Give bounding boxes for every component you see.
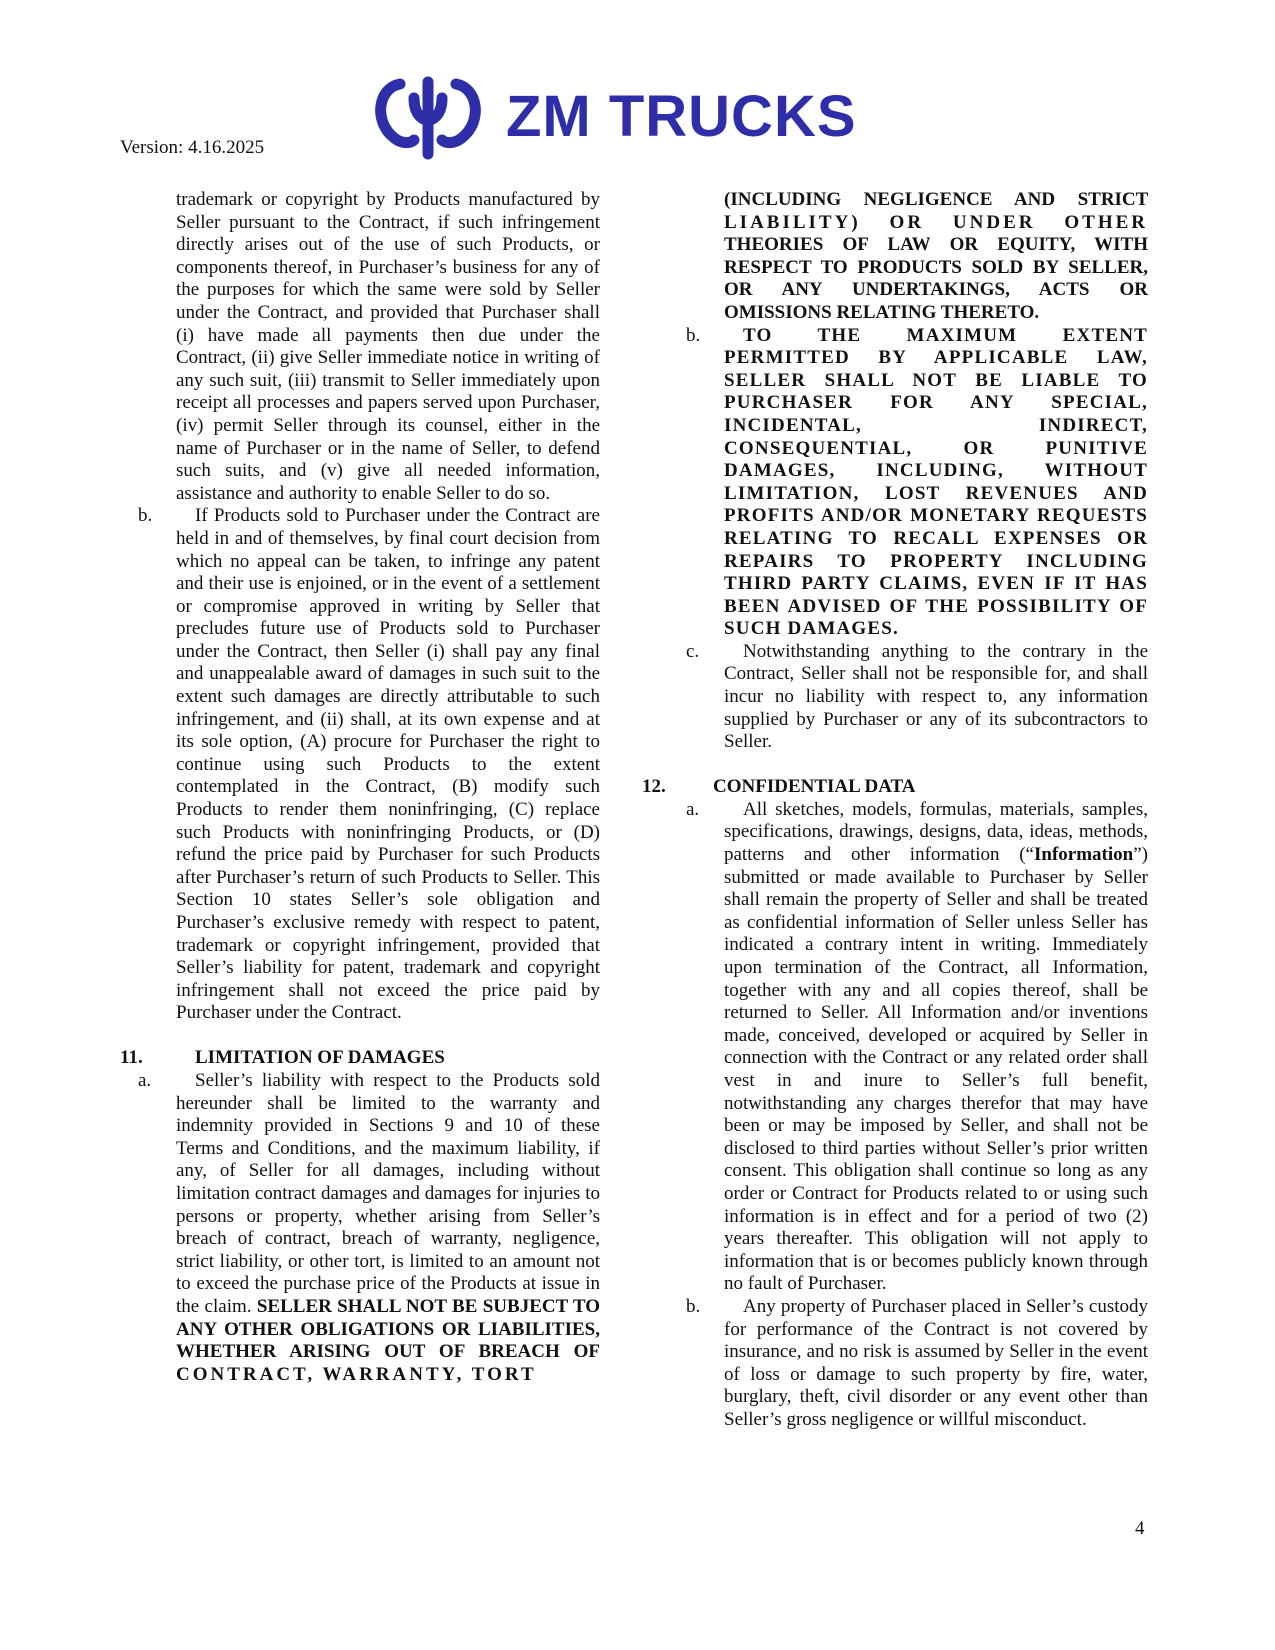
section-heading-11 <box>120 1047 600 1070</box>
disclaimer-bold-text: SELLER SHALL NOT BE SUBJECT TO ANY OTHER OBLIGATIONS OR LIABILITIES, WHETHER ARISING OUT OF BREACH OF <box>176 1295 601 1363</box>
continued-paragraph: trademark or copyright by Products manufactured by Seller pursuant to the Contract, if such infringement directly arises out of the use of such Products, or components thereof, in Purchaser’s business for any of the purposes for which the same were sold by Seller under the Contract, and provided that Purchaser shall (i) have made all payments then due under the Contract, (ii) give Seller immediate notice in writing of any such suit, (iii) transmit to Seller immediately upon receipt all processes and papers served upon Purchaser, (iv) permit Seller through its counsel, either in the name of Purchaser or in the name of Seller, to defend such suits, and (v) give all needed information, assistance and authority to enable Seller to do so. <box>176 189 600 504</box>
list-item-text: All sketches, models, formulas, materials, samples, specifications, drawings, designs, data, ideas, methods, patterns and other information (“ <box>724 798 1148 866</box>
list-item-a <box>120 1070 600 1386</box>
continued-disclaimer <box>668 189 1148 325</box>
list-item-b <box>668 325 1148 641</box>
section-title: CONFIDENTIAL DATA <box>713 775 916 797</box>
list-item-a <box>668 799 1148 1296</box>
section-title: LIMITATION OF DAMAGES <box>195 1046 445 1068</box>
list-item-b-property <box>668 1296 1148 1432</box>
page-number: 4 <box>1135 1518 1145 1539</box>
defined-term: Information <box>1034 844 1134 866</box>
list-marker: b. <box>686 1295 701 1317</box>
disclaimer-line-spaced: LIABILITY) OR UNDER OTHER <box>724 211 1148 233</box>
section-number: 12. <box>642 775 666 797</box>
disclaimer-bold-text-spaced: CONTRACT, WARRANTY, TORT <box>176 1363 537 1385</box>
disclaimer-line: (INCLUDING NEGLIGENCE AND STRICT <box>724 189 1148 210</box>
right-column <box>642 189 1148 1431</box>
list-item-b <box>120 505 600 1025</box>
list-marker: c. <box>686 640 700 662</box>
list-item-text: TO THE MAXIMUM EXTENT PERMITTED BY APPLICABLE LAW, SELLER SHALL NOT BE LIABLE TO PURCHASER FOR ANY SPECIAL, INCIDENTAL, INDIRECT, CONSEQUENTIAL, OR PUNITIVE DAMAGES, INCLUDING, WITHOUT LIMITATION, LOST REVENUES AND PROFITS AND/OR MONETARY REQUESTS RELATING TO RECALL EXPENSES OR REPAIRS TO PROPERTY INCLUDING THIRD PARTY CLAIMS, EVEN IF IT HAS BEEN ADVISED OF THE POSSIBILITY OF SUCH DAMAGES. <box>724 324 1148 640</box>
company-logo <box>370 72 857 162</box>
disclaimer-line: THEORIES OF LAW OR EQUITY, WITH RESPECT TO PRODUCTS SOLD BY SELLER, OR ANY UNDERTAKINGS, ACTS OR OMISSIONS RELATING THERETO. <box>724 234 1148 323</box>
list-marker: b. <box>138 505 153 527</box>
list-marker: a. <box>138 1069 152 1091</box>
section-heading-12 <box>642 775 1148 799</box>
list-marker: b. <box>686 324 701 346</box>
version-label: Version: 4.16.2025 <box>120 137 265 158</box>
logo-wordmark: ZM TRUCKS <box>506 84 857 149</box>
list-item-text: Seller’s liability with respect to the Products sold hereunder shall be limited to the warranty and indemnity provided in Sections 9 and 10 of these Terms and Conditions, and the maximum liability, if any, of Seller for all damages, including without limitation contract damages and damages for injuries to persons or property, whether arising from Seller’s breach of contract, breach of warranty, negligence, strict liability, or other tort, is limited to an amount not to exceed the purchase price of the Products at issue in the claim. <box>176 1069 600 1317</box>
list-item-text: ”) submitted or made available to Purchaser by Seller shall remain the property of Seller and shall be treated as confidential information of Seller unless Seller has indicated a contrary intent in writing. Immediately upon termination of the Contract, all Information, together with any and all copies thereof, shall be returned to Seller. All Information and/or inventions made, conceived, developed or acquired by Seller in connection with the Contract or any related order shall vest in and inure to Seller’s full benefit, notwithstanding any charges therefor that may have been or may be imposed by Seller, and shall not be disclosed to third parties without Seller’s prior written consent. This obligation shall continue so long as any order or Contract for Products related to or using such information is in effect and for a period of two (2) years thereafter. This obligation will not apply to information that is or becomes publicly known through no fault of Purchaser. <box>724 844 1148 1295</box>
left-column <box>120 189 600 1386</box>
list-item-text: If Products sold to Purchaser under the Contract are held in and of themselves, by final court decision from which no appeal can be taken, to infringe any patent and their use is enjoined, or in the event of a settlement or compromise approved in writing by Seller that precludes future use of Products sold to Purchaser under the Contract, then Seller (i) shall pay any final and unappealable award of damages in such suit to the extent such damages are directly attributable to such infringement, and (ii) shall, at its own expense and at its sole option, (A) procure for Purchaser the right to continue using such Products to the extent contemplated in the Contract, (B) modify such Products to render them noninfringing, (C) replace such Products with noninfringing Products, or (D) refund the price paid by Purchaser for such Products after Purchaser’s return of such Products to Seller. This Section 10 states Seller’s sole obligation and Purchaser’s exclusive remedy with respect to patent, trademark or copyright infringement, provided that Seller’s liability for patent, trademark and copyright infringement shall not exceed the price paid by Purchaser under the Contract. <box>176 505 600 1024</box>
list-marker: a. <box>686 798 700 820</box>
list-item-text: Notwithstanding anything to the contrary in the Contract, Seller shall not be responsible for, and shall incur no liability with respect to, any information supplied by Purchaser or any of its subcontractors to Seller. <box>724 640 1148 753</box>
section-number: 11. <box>120 1046 143 1068</box>
list-item-c <box>668 641 1148 754</box>
zm-trucks-emblem-icon <box>370 74 488 160</box>
list-item-text: Any property of Purchaser placed in Seller’s custody for performance of the Contract is not covered by insurance, and no risk is assumed by Seller in the event of loss or damage to such property by fire, water, burglary, theft, civil disorder or any event other than Seller’s gross negligence or willful misconduct. <box>724 1295 1148 1430</box>
